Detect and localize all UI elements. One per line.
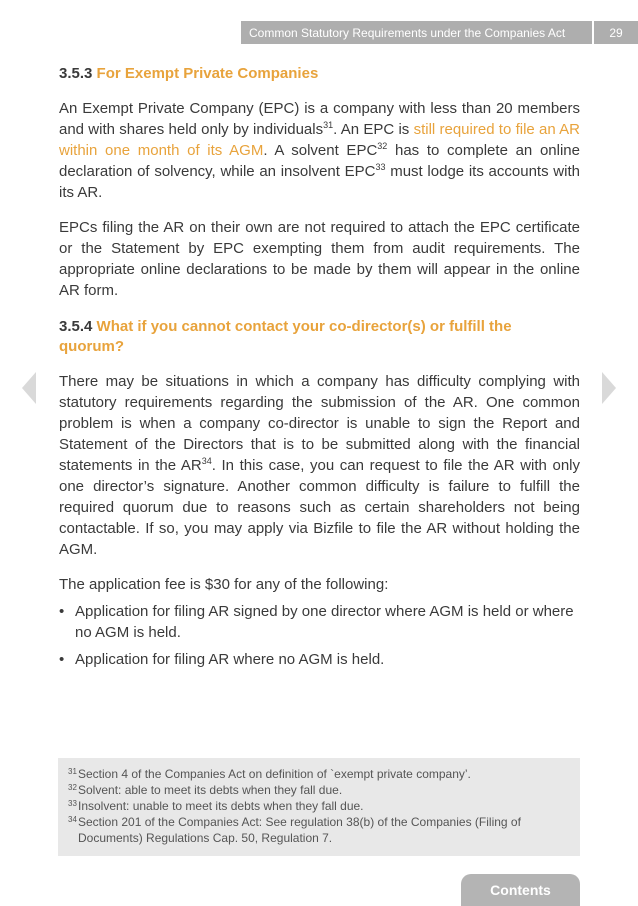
section-title: What if you cannot contact your co-director(s) or fulfill the quorum? (59, 318, 512, 355)
section-354-heading (59, 317, 580, 357)
list-item (59, 601, 580, 643)
footnote-text: Solvent: able to meet its debts when they fall due. (78, 783, 343, 797)
section-title: For Exempt Private Companies (96, 65, 319, 82)
footnote-ref[interactable]: 33 (375, 162, 386, 172)
footnote-text: Section 4 of the Companies Act on definition of `exempt private company’. (78, 767, 471, 781)
list-item-text: Application for filing AR where no AGM is held. (75, 651, 385, 668)
text-run: . In this case, you can request to file the AR with only one director’s signature. Another common difficulty is failure to fulfill the required quorum due to reasons such as certain shareholders not being contactable. If so, you may apply via Bizfile to file the AR without holding the AGM. (59, 457, 580, 558)
paragraph: The application fee is $30 for any of the following: (59, 576, 389, 593)
text-run: must lodge its accounts with its AR. (59, 163, 580, 201)
footnote (68, 766, 570, 782)
footnote-ref[interactable]: 34 (201, 456, 212, 466)
text-run: has to complete an online declaration of solvency, while an insolvent EPC (59, 142, 580, 180)
footnote (68, 814, 570, 846)
triangle-left-icon[interactable] (22, 372, 36, 404)
paragraph (59, 371, 580, 560)
footnote-text: Section 201 of the Companies Act: See regulation 38(b) of the Companies (Filing of Documents) Regulations Cap. 50, Regulation 7. (78, 815, 521, 845)
footnote (68, 798, 570, 814)
footnote-number: 33 (68, 799, 77, 808)
section-number: 3.5.4 (59, 318, 93, 335)
paragraph: EPCs filing the AR on their own are not required to attach the EPC certificate or the Statement by EPC exempting them from audit requirements. The appropriate online declarations to be made by them will appear in the online AR form. (59, 219, 580, 299)
text-run: . An EPC is (333, 121, 414, 138)
page-number: 29 (609, 25, 623, 40)
contents-label: Contents (490, 882, 551, 898)
list-item-text: Application for filing AR signed by one director where AGM is held or where no AGM is held. (75, 603, 574, 641)
triangle-right-icon[interactable] (602, 372, 616, 404)
footnotes-box (58, 758, 580, 856)
footnote (68, 782, 570, 798)
bullet-icon: • (59, 603, 65, 620)
contents-button[interactable] (461, 874, 580, 906)
footnote-number: 32 (68, 783, 77, 792)
highlight-text: still required to file an AR within one month of its AGM (59, 121, 580, 159)
footnote-text: Insolvent: unable to meet its debts when they fall due. (78, 799, 364, 813)
text-run: . A solvent EPC (263, 142, 378, 159)
main-content (59, 58, 580, 676)
footnote-number: 31 (68, 767, 77, 776)
bullet-list (59, 601, 580, 670)
text-run: An Exempt Private Company (EPC) is a company with less than 20 members and with shares held only by individuals (59, 100, 580, 138)
header-title: Common Statutory Requirements under the Companies Act (249, 25, 566, 40)
list-item (59, 649, 580, 670)
section-353-heading (59, 64, 580, 84)
footnote-ref[interactable]: 31 (323, 120, 334, 130)
paragraph (59, 98, 580, 203)
footnote-number: 34 (68, 815, 77, 824)
section-number: 3.5.3 (59, 65, 93, 82)
bullet-icon: • (59, 651, 65, 668)
footnote-ref[interactable]: 32 (377, 141, 388, 151)
page-header (241, 21, 638, 44)
text-run: There may be situations in which a company has difficulty complying with statutory requirements regarding the submission of the AR. One common problem is when a company co-director is unable to sign the Report and Statement of the Directors that is to be submitted along with the financial statements in the AR (59, 373, 580, 474)
